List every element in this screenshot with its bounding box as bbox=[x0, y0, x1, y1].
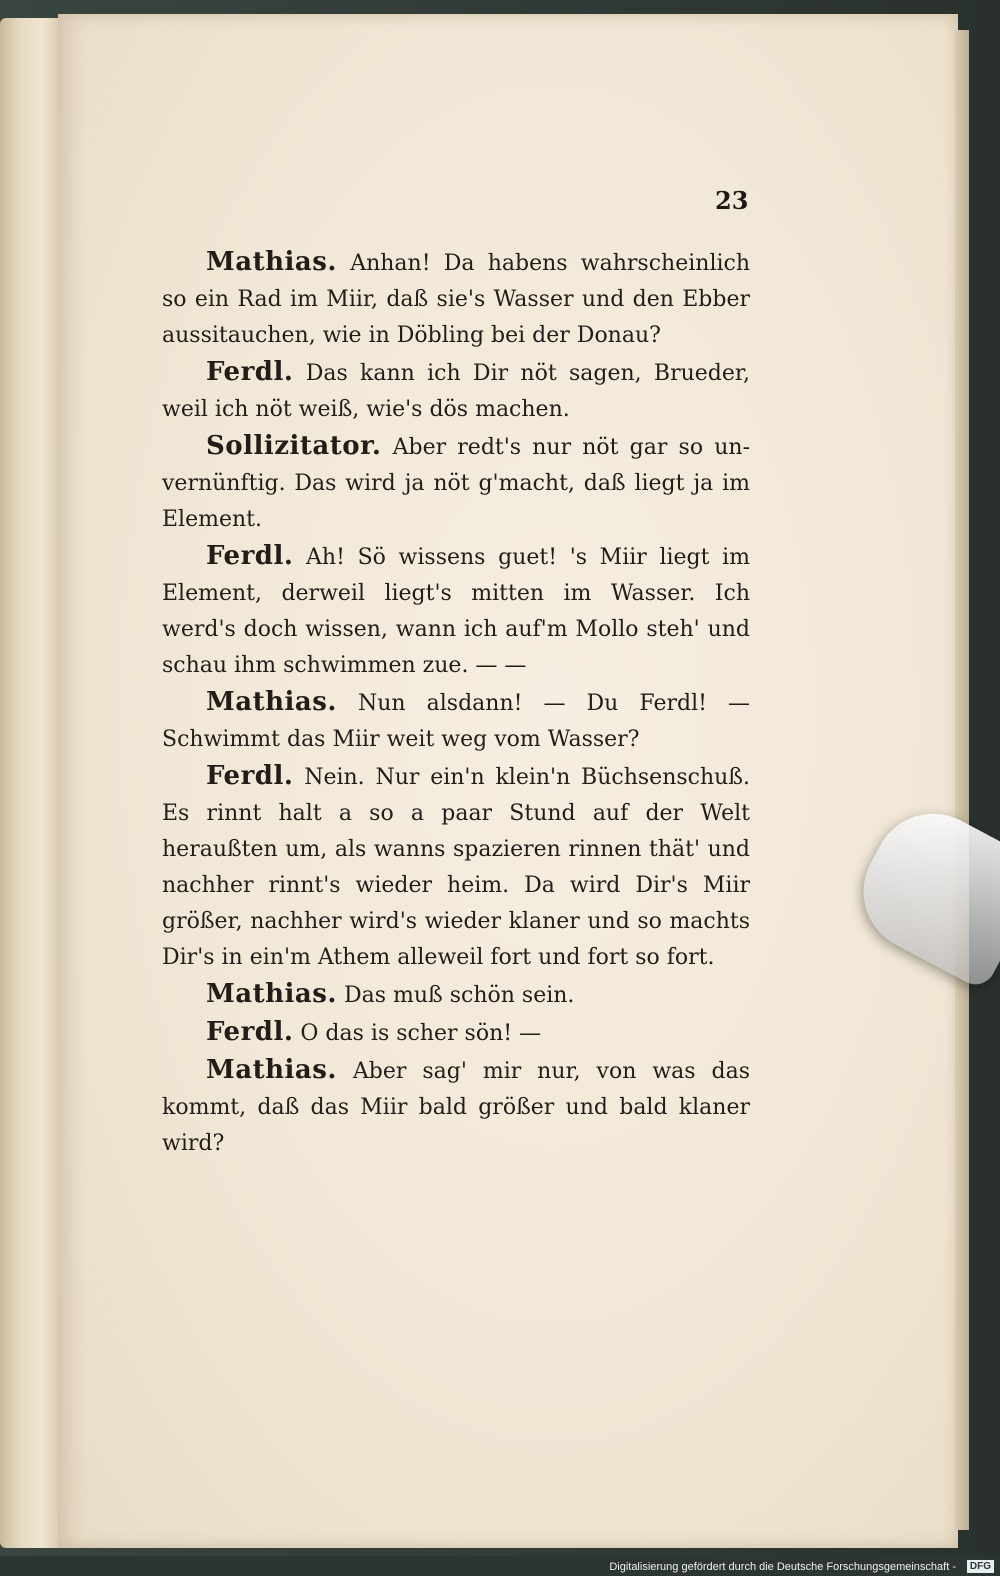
speaker-name: Ferdl. bbox=[206, 541, 294, 571]
dialogue-paragraph bbox=[162, 428, 750, 538]
page-text bbox=[162, 244, 750, 1162]
dialogue-paragraph bbox=[162, 976, 750, 1014]
speaker-name: Mathias. bbox=[206, 1055, 337, 1085]
dialogue-text: Das muß schön sein. bbox=[343, 983, 575, 1008]
dialogue-paragraph bbox=[162, 354, 750, 428]
page-number: 23 bbox=[715, 186, 749, 215]
speaker-name: Ferdl. bbox=[206, 761, 294, 791]
dialogue-text: Anhan! Da habens wahrscheinlich so ein Rad im Miir, daß sie's Wasser und den Ebber aussitauchen, wie in Döbling bei der Donau? bbox=[162, 251, 750, 348]
dialogue-text: Nun alsdann! — Du Ferdl! — Schwimmt das Miir weit weg vom Wasser? bbox=[162, 691, 750, 752]
dialogue-text: Das kann ich Dir nöt sagen, Brueder, weil ich nöt weiß, wie's dös machen. bbox=[162, 361, 750, 422]
dialogue-paragraph bbox=[162, 538, 750, 684]
dialogue-text: Nein. Nur ein'n klein'n Büchsenschuß. Es rinnt halt a so a paar Stund auf der Welt heraußten um, als wanns spazieren rinnen thät' und nachher rinnt's wieder heim. Da wird Dir's Miir größer, nachher wird's wieder klaner und so machts Dir's in ein'm Athem alleweil fort und fort so fort. bbox=[162, 765, 750, 970]
dialogue-text: Aber sag' mir nur, von was das kommt, daß das Miir bald größer und bald klaner wird? bbox=[162, 1059, 751, 1156]
speaker-name: Mathias. bbox=[206, 687, 337, 717]
dialogue-paragraph bbox=[162, 684, 750, 758]
dialogue-paragraph bbox=[162, 1052, 750, 1162]
right-page-edge bbox=[955, 30, 969, 1530]
dialogue-text: Ah! Sö wissens guet! 's Miir liegt im Element, derweil liegt's mitten im Wasser. Ich werd's doch wissen, wann ich auf'm Mollo steh' und schau ihm schwimmen zue. — — bbox=[162, 545, 750, 678]
digitization-credit: Digitalisierung gefördert durch die Deutsche Forschungsgemeinschaft - bbox=[609, 1561, 956, 1573]
left-page-edge bbox=[0, 18, 60, 1548]
speaker-name: Ferdl. bbox=[206, 357, 294, 387]
speaker-name: Ferdl. bbox=[206, 1017, 294, 1047]
footer-bar bbox=[0, 1556, 1000, 1576]
speaker-name: Sollizitator. bbox=[206, 431, 382, 461]
dialogue-paragraph bbox=[162, 1014, 750, 1052]
speaker-name: Mathias. bbox=[206, 979, 337, 1009]
speaker-name: Mathias. bbox=[206, 247, 337, 277]
dialogue-text: O das is scher sön! — bbox=[300, 1021, 542, 1046]
dialogue-paragraph bbox=[162, 244, 750, 354]
dialogue-text: Aber redt's nur nöt gar so unvernünftig. Das wird ja nöt g'macht, daß liegt ja im Element. bbox=[162, 435, 750, 532]
dfg-logo: DFG bbox=[967, 1560, 994, 1573]
dialogue-paragraph bbox=[162, 758, 750, 976]
